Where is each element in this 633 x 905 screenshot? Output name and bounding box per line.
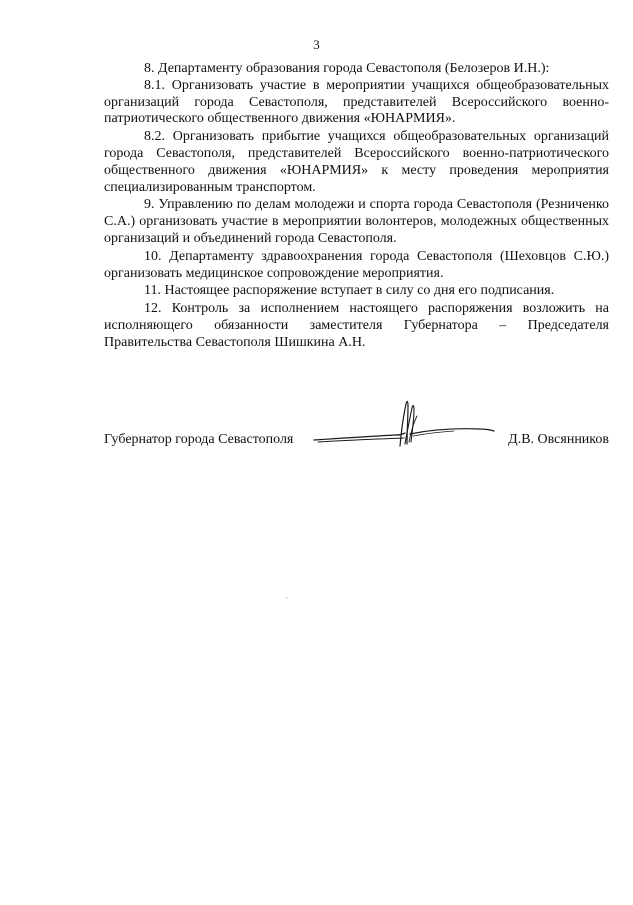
signature-block [104,398,609,458]
paragraph-8-1: 8.1. Организовать участие в мероприятии учащихся общеобразовательных организаций города Севастополя, представителей Всероссийского военно-патриотического общественного движения «ЮНАРМИЯ». [104,77,609,127]
paragraph-9: 9. Управлению по делам молодежи и спорта города Севастополя (Резниченко С.А.) организовать участие в мероприятии волонтеров, молодежных общественных организаций и объединений города Севастополя. [104,197,609,246]
scan-speck [286,597,288,599]
document-body [104,61,609,352]
paragraph-12: 12. Контроль за исполнением настоящего распоряжения возложить на исполняющего обязанности заместителя Губернатора – Председателя Правительства Севастополя Шишкина А.Н. [104,301,609,350]
paragraph-8-2: 8.2. Организовать прибытие учащихся общеобразовательных организаций города Севастополя, представителей Всероссийского военно-патриотического общественного движения «ЮНАРМИЯ» к месту проведения мероприятия специализированным транспортом. [104,129,609,195]
handwritten-signature [304,398,504,454]
paragraph-10: 10. Департаменту здравоохранения города Севастополя (Шеховцов С.Ю.) организовать медицинское сопровождение мероприятия. [104,248,609,281]
paragraph-8: 8. Департаменту образования города Севастополя (Белозеров И.Н.): [144,61,550,76]
signatory-title: Губернатор города Севастополя [104,432,294,447]
page-number: 3 [313,37,320,52]
signatory-name: Д.В. Овсянников [508,432,609,447]
paragraph-11: 11. Настоящее распоряжение вступает в силу со дня его подписания. [144,283,555,299]
